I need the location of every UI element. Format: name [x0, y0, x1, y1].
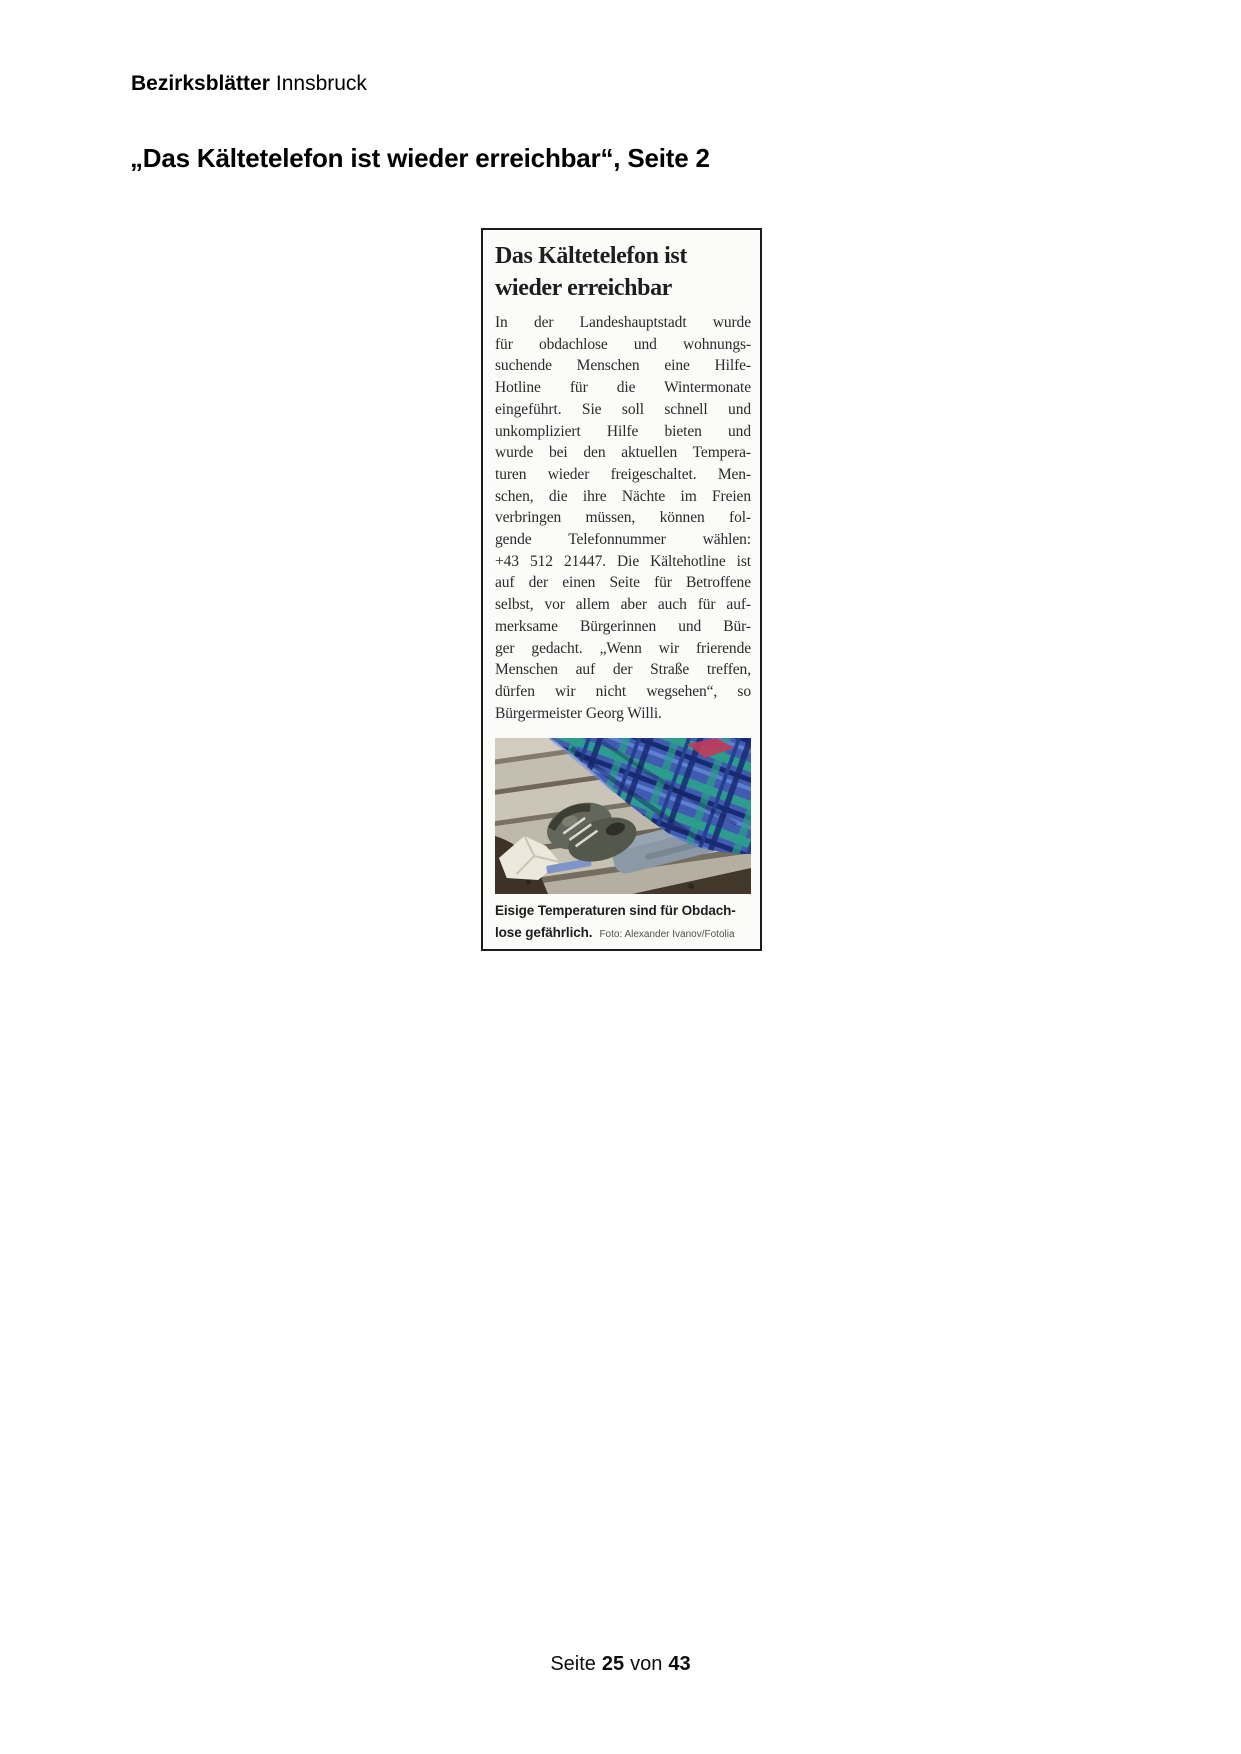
headline-line: Das Kältetelefon ist: [495, 243, 687, 269]
body-text-line: auf der einen Seite für Betroffene: [495, 574, 751, 592]
body-text-line: +43 512 21447. Die Kältehotline ist: [495, 552, 751, 570]
newspaper-clipping: [481, 228, 762, 951]
footer-total-pages: 43: [668, 1653, 691, 1675]
footer-current-page: 25: [601, 1653, 625, 1675]
headline-line: wieder erreichbar: [495, 275, 672, 301]
publication-edition: Innsbruck: [275, 72, 367, 95]
body-text-line: turen wieder freigeschaltet. Men-: [495, 465, 751, 483]
body-text-line: wurde bei den aktuellen Tempera-: [495, 444, 751, 462]
footer-label-of: von: [630, 1653, 663, 1675]
footer-label-page: Seite: [550, 1653, 596, 1675]
clipping-body-text: [495, 312, 751, 724]
body-text-line: verbringen müssen, können fol-: [495, 509, 751, 527]
photo-caption: [495, 900, 751, 946]
caption-bold-text: lose gefährlich.: [495, 925, 593, 941]
page-footer: [0, 1653, 1241, 1676]
body-text-line: ger gedacht. „Wenn wir frierende: [495, 639, 751, 657]
body-text-line: gende Telefonnummer wählen:: [495, 531, 751, 549]
body-text-line: merksame Bürgerinnen und Bür-: [495, 617, 751, 635]
caption-line: [495, 922, 751, 946]
body-text-line: dürfen wir nicht wegsehen“, so: [495, 682, 751, 700]
body-text-line: Hotline für die Wintermonate: [495, 379, 751, 397]
body-text-line: suchende Menschen eine Hilfe-: [495, 357, 751, 375]
body-text-line: selbst, vor allem aber auch für auf-: [495, 596, 751, 614]
body-text-line: Bürgermeister Georg Willi.: [495, 704, 662, 722]
body-text-line: eingeführt. Sie soll schnell und: [495, 400, 751, 418]
body-text-line: Menschen auf der Straße treffen,: [495, 661, 751, 679]
body-text-line: In der Landeshauptstadt wurde: [495, 314, 751, 331]
bench-photo: [495, 738, 751, 894]
article-title: „Das Kältetelefon ist wieder erreichbar“, Seite 2: [130, 143, 710, 173]
photo-credit: Foto: Alexander Ivanov/Fotolia: [599, 929, 735, 941]
body-text-line: für obdachlose und wohnungs-: [495, 335, 751, 353]
body-text-line: schen, die ihre Nächte im Freien: [495, 487, 751, 505]
body-text-line: unkompliziert Hilfe bieten und: [495, 422, 751, 440]
publication-header: [131, 73, 367, 95]
clipping-headline: [495, 240, 751, 304]
caption-line: Eisige Temperaturen sind für Obdach-: [495, 903, 736, 919]
publication-name: Bezirksblätter: [131, 72, 270, 95]
bench-photo-illustration: [495, 738, 751, 894]
